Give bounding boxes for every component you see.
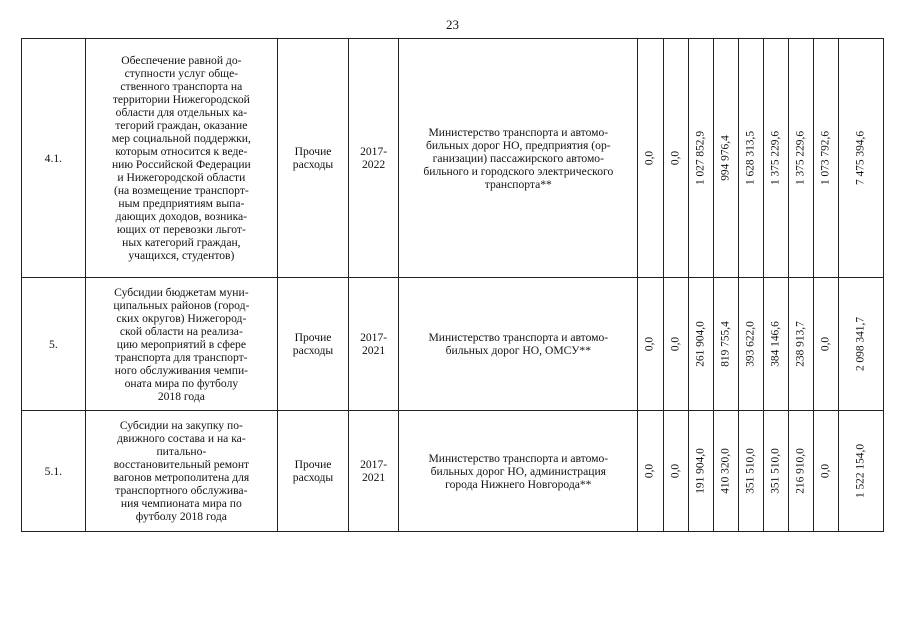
expense-type: Прочие расходы	[277, 278, 348, 411]
implementation-period: 2017- 2021	[349, 411, 399, 532]
amount-value: 0,0	[643, 336, 656, 352]
amount-value: 994 976,4	[719, 135, 732, 181]
amount-cell	[738, 278, 763, 411]
amount-cell	[813, 411, 838, 532]
amount-value: 2 098 341,7	[854, 316, 867, 372]
amount-cell	[713, 278, 738, 411]
amount-cell	[638, 411, 663, 532]
executor: Министерство транспорта и автомо- бильных дорог НО, предприятия (ор- ганизации) пассажирского автомо- бильного и городского электрического транспорта**	[399, 39, 638, 278]
amount-cell	[838, 39, 883, 278]
amount-cell	[688, 39, 713, 278]
amount-cell	[813, 278, 838, 411]
amount-value: 216 910,0	[794, 448, 807, 494]
table-row	[22, 278, 884, 411]
amount-cell	[763, 278, 788, 411]
amount-value: 1 027 852,9	[694, 130, 707, 186]
amount-cell	[688, 411, 713, 532]
implementation-period: 2017- 2021	[349, 278, 399, 411]
amount-value: 0,0	[819, 336, 832, 352]
implementation-period: 2017- 2022	[349, 39, 399, 278]
amount-value: 1 073 792,6	[819, 130, 832, 186]
executor: Министерство транспорта и автомо- бильных дорог НО, администрация города Нижнего Новгорода**	[399, 411, 638, 532]
amount-cell	[788, 39, 813, 278]
executor: Министерство транспорта и автомо- бильных дорог НО, ОМСУ**	[399, 278, 638, 411]
amount-value: 393 622,0	[744, 321, 757, 367]
measure-description: Субсидии на закупку по- движного состава и на ка- питально- восстановительный ремонт вагонов метрополитена для транспортного обслужива- ния чемпионата мира по футболу 2018 года	[85, 411, 277, 532]
amount-value: 1 375 229,6	[769, 130, 782, 186]
amount-value: 1 628 313,5	[744, 130, 757, 186]
amount-cell	[763, 411, 788, 532]
amount-value: 1 522 154,0	[854, 443, 867, 499]
amount-cell	[688, 278, 713, 411]
row-number: 5.1.	[22, 411, 86, 532]
amount-value: 0,0	[669, 336, 682, 352]
amount-value: 1 375 229,6	[794, 130, 807, 186]
amount-value: 410 320,0	[719, 448, 732, 494]
amount-value: 0,0	[643, 150, 656, 166]
amount-cell	[713, 39, 738, 278]
row-number: 4.1.	[22, 39, 86, 278]
amount-value: 351 510,0	[744, 448, 757, 494]
amount-cell	[813, 39, 838, 278]
amount-value: 384 146,6	[769, 321, 782, 367]
table-row	[22, 39, 884, 278]
measure-description: Обеспечение равной до- ступности услуг обще- ственного транспорта на территории Нижегородской области для отдельных ка- тегорий граждан, оказание мер социальной поддержки, которым относится к веде- нию Российской Федерации и Нижегородской области (на возмещение транспорт- ным предприятиям выпа- дающих доходов, возника- ющих от перевозки льгот- ных категорий граждан, учащихся, студентов)	[85, 39, 277, 278]
amount-cell	[788, 411, 813, 532]
amount-cell	[788, 278, 813, 411]
row-number: 5.	[22, 278, 86, 411]
amount-cell	[638, 278, 663, 411]
amount-value: 238 913,7	[794, 321, 807, 367]
amount-cell	[838, 411, 883, 532]
amount-cell	[638, 39, 663, 278]
amount-value: 191 904,0	[694, 448, 707, 494]
amount-value: 0,0	[819, 463, 832, 479]
amount-cell	[663, 39, 688, 278]
measure-description: Субсидии бюджетам муни- ципальных районов (город- ских округов) Нижегород- ской области на реализа- цию мероприятий в сфере транспорта для транспорт- ного обслуживания чемпи- оната мира по футболу 2018 года	[85, 278, 277, 411]
amount-value: 351 510,0	[769, 448, 782, 494]
amount-value: 0,0	[669, 463, 682, 479]
amount-cell	[663, 411, 688, 532]
amount-value: 0,0	[643, 463, 656, 479]
amount-cell	[763, 39, 788, 278]
amount-value: 819 755,4	[719, 321, 732, 367]
expense-type: Прочие расходы	[277, 39, 348, 278]
table-row	[22, 411, 884, 532]
amount-value: 0,0	[669, 150, 682, 166]
amount-cell	[738, 39, 763, 278]
amount-cell	[738, 411, 763, 532]
amount-cell	[838, 278, 883, 411]
amount-value: 261 904,0	[694, 321, 707, 367]
amount-cell	[713, 411, 738, 532]
expense-type: Прочие расходы	[277, 411, 348, 532]
amount-cell	[663, 278, 688, 411]
amount-value: 7 475 394,6	[854, 130, 867, 186]
page-number: 23	[446, 17, 459, 32]
budget-table	[21, 38, 884, 532]
